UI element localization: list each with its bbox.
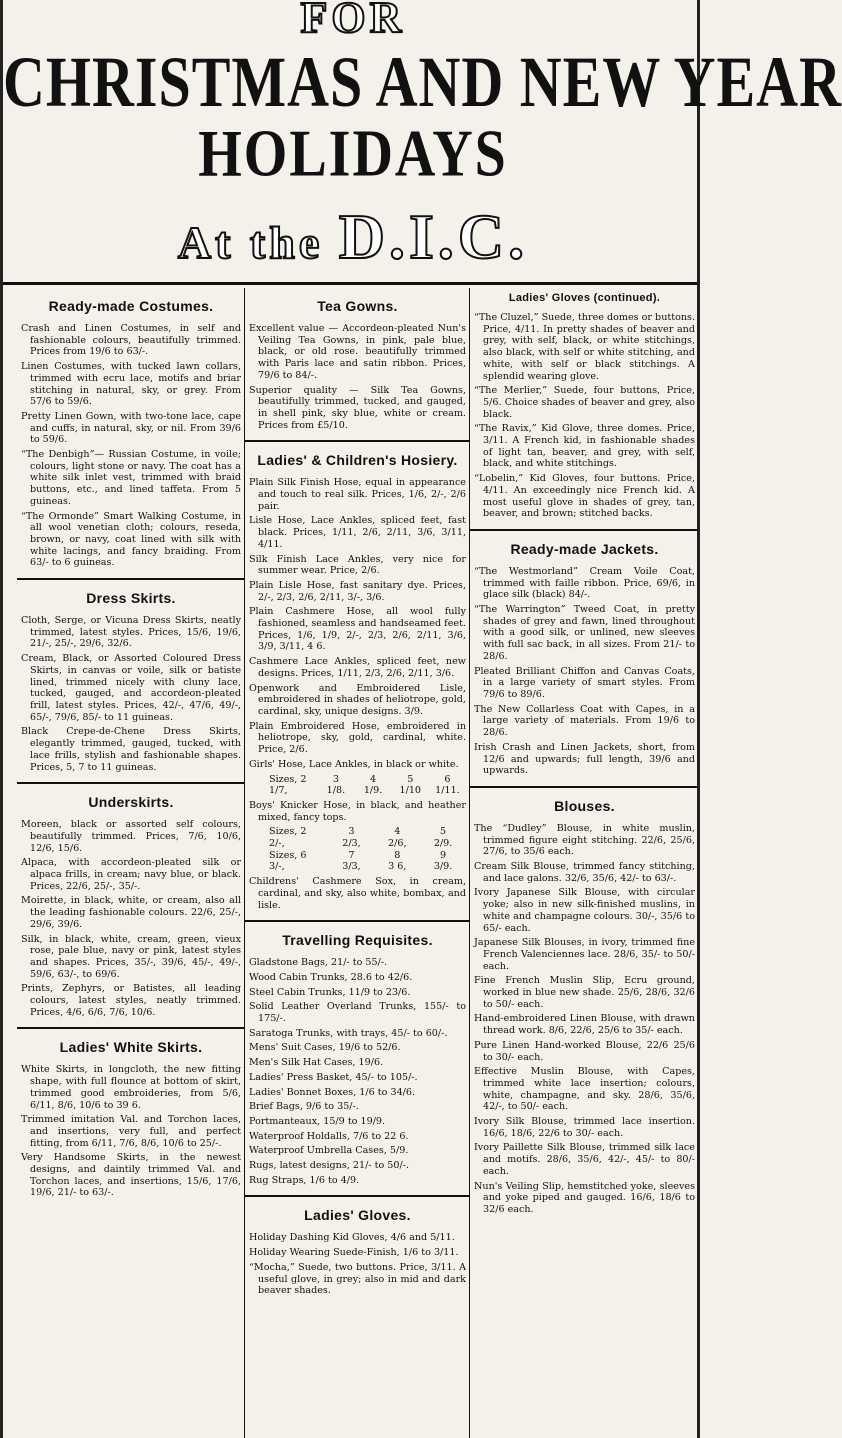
item-entry: Excellent value — Accordeon-pleated Nun's Veiling Tea Gowns, in pink, pale blue, black, or old rose. beautifully trimmed with Paris lace and satin ribbon. Prices, 79/6 to 84/-. (249, 323, 466, 381)
item-entry: “The Ormonde” Smart Walking Costume, in all wool venetian cloth; colours, reseda, brown, or navy, coat lined with silk with white lacings, and fancy braiding. From 63/- to 6 guineas. (21, 510, 241, 569)
item-entry: Solid Leather Overland Trunks, 155/- to 175/-. (249, 1001, 466, 1025)
size-cell: 2/6, (388, 838, 407, 850)
size-row (249, 861, 466, 873)
item-entry: Japanese Silk Blouses, in ivory, trimmed fine French Valenciennes lace. 28/6, 35/- to 50/- each. (474, 937, 695, 972)
size-cell: Sizes, 2 (269, 773, 307, 785)
section-heading: Travelling Requisites. (282, 932, 433, 949)
section-heading: Blouses. (554, 797, 615, 814)
item-entry: “The Cluzel,” Suede, three domes or buttons. Price, 4/11. In pretty shades of beaver and grey, with self, black, or white stitchings, also black, with self or white stitching, and white, with self or black stitchings. A splendid wearing glove. (474, 312, 696, 382)
column-2 (244, 288, 470, 1438)
item-entry: Trimmed imitation Val. and Torchon laces, and insertions, very full, and perfect fitting, from 6/11, 7/6, 8/6, 10/6 to 25/-. (21, 1114, 241, 1149)
item-entry: Fine French Muslin Slip, Ecru ground, worked in blue new shade. 25/6, 28/6, 32/6 to 50/- each. (474, 975, 695, 1010)
item-entry: Crash and Linen Costumes, in self and fashionable colours, beautifully trimmed. Prices from 19/6 to 63/-. (21, 323, 241, 358)
item-entry: Ivory Silk Blouse, trimmed lace insertion. 16/6, 18/6, 22/6 to 30/- each. (474, 1116, 695, 1139)
size-cell: 3 (348, 826, 355, 838)
size-cell: 3 6, (388, 861, 407, 873)
item-entry: Plain Lisle Hose, fast sanitary dye. Prices, 2/-, 2/3, 2/6, 2/11, 3/-, 3/6. (249, 579, 466, 603)
item-entry: Prints, Zephyrs, or Batistes, all leading colours, latest styles, neatly trimmed. Prices, 4/6, 6/6, 7/6, 10/6. (21, 983, 241, 1018)
item-entry: Openwork and Embroidered Lisle, embroidered in shades of heliotrope, gold, cardinal, sky, unique designs. 3/9. (249, 682, 466, 717)
item-entry: Rug Straps, 1/6 to 4/9. (249, 1174, 360, 1186)
item-entry: “The Merlier,” Suede, four buttons, Price, 5/6. Choice shades of beaver and grey, also black. (474, 385, 695, 420)
section (249, 1207, 466, 1297)
item-entry: White Skirts, in longcloth, the new fitting shape, with full flounce at bottom of skirt, trimmed good embroideries, from 5/6, 6/11, 8/6, 10/6 to 39 6. (21, 1064, 241, 1111)
item-entry: Lisle Hose, Lace Ankles, spliced feet, fast black. Prices, 1/11, 2/6, 2/11, 3/6, 3/11, 4/11. (249, 515, 466, 550)
section-divider (245, 920, 470, 922)
item-entry: Mens' Suit Cases, 19/6 to 52/6. (249, 1042, 401, 1054)
item-entry: Cream, Black, or Assorted Coloured Dress Skirts, in canvas or voile, silk or batiste lined, trimmed nicely with cluny lace, tucked, gauged, and accordeon-pleated frill, latest styles. Prices, 42/-, 47/6, 49/-, 65/-, 79/6, 85/- to 11 guineas. (21, 653, 241, 723)
section-heading: Dress Skirts. (86, 590, 176, 607)
item-entry: “The Westmorland” Cream Voile Coat, trimmed with faille ribbon. Price, 69/6, in glace silk (black) 84/-. (474, 565, 695, 601)
section (249, 932, 466, 1197)
section (474, 541, 695, 788)
size-cell: 1/7, (269, 785, 288, 797)
section (474, 292, 695, 531)
item-entry: Irish Crash and Linen Jackets, short, from 12/6 and upwards; full length, 39/6 and upwards. (474, 741, 695, 777)
column-1 (17, 288, 245, 1438)
item-entry: Wood Cabin Trunks, 28.6 to 42/6. (249, 971, 413, 983)
item-entry: The New Collarless Coat with Capes, in a large variety of materials. From 19/6 to 28/6. (474, 703, 695, 739)
masthead-rule (3, 282, 697, 285)
item-entry: “The Denbigh”— Russian Costume, in voile; colours, light stone or navy. The coat has a white silk inlet vest, trimmed with braid buttons, etc., and lined taffeta. From 5 guineas. (21, 449, 241, 507)
masthead-at-the: At the (177, 217, 324, 268)
section-divider (17, 782, 245, 784)
item-entry: Effective Muslin Blouse, with Capes, trimmed white lace insertion; colours, white, champagne, and sky. 28/6, 35/6, 42/-, to 50/- each. (474, 1066, 695, 1113)
item-entry: Very Handsome Skirts, in the newest designs, and daintily trimmed Val. and Torchon laces, and insertions, 15/6, 17/6, 19/6, 21/- to 63/-. (21, 1152, 241, 1199)
section (474, 798, 695, 1216)
item-entry: Nun's Veiling Slip, hemstitched yoke, sleeves and yoke piped and gauged. 16/6, 18/6 to 32/6 each. (474, 1180, 695, 1215)
size-cell: 7 (348, 849, 355, 861)
item-entry: Waterproof Umbrella Cases, 5/9. (249, 1145, 409, 1157)
size-cell: 3 (332, 773, 339, 785)
masthead-for: FOR (300, 0, 406, 42)
size-cell: 3/9. (433, 861, 453, 873)
item-entry: Holiday Dashing Kid Gloves, 4/6 and 5/11. (249, 1232, 455, 1244)
size-row (249, 774, 466, 786)
item-entry: “Mocha,” Suede, two buttons. Price, 3/11. A useful glove, in grey; also in mid and dark beaver shades. (249, 1261, 466, 1297)
item-entry: Ladies' Press Basket, 45/- to 105/-. (249, 1071, 418, 1083)
item-entry: Steel Cabin Trunks, 11/9 to 23/6. (249, 986, 411, 998)
item-entry: Black Crepe-de-Chene Dress Skirts, elegantly trimmed, gauged, tucked, with lace frills, stylish and fashionable shapes. Prices, 5, 7 to 11 guineas. (21, 726, 241, 773)
item-entry: Gladstone Bags, 21/- to 55/-. (249, 957, 388, 969)
item-entry: Pure Linen Hand-worked Blouse, 22/6 25/6 to 30/- each. (474, 1039, 695, 1063)
size-cell: 2/-, (269, 838, 285, 850)
section-heading: Underskirts. (88, 794, 174, 811)
size-cell: Sizes, 6 (269, 849, 307, 861)
item-entry: Hand-embroidered Linen Blouse, with drawn thread work. 8/6, 22/6, 25/6 to 35/- each. (474, 1013, 695, 1037)
item-entry: Pretty Linen Gown, with two-tone lace, cape and cuffs, in natural, sky, or nil. From 39/6 to 59/6. (21, 410, 241, 446)
item-entry: Portmanteaux, 15/9 to 19/9. (249, 1115, 386, 1127)
size-cell: 8 (394, 849, 401, 861)
size-row (249, 850, 466, 862)
item-entry: Silk, in black, white, cream, green, vieux rose, pale blue, navy or pink, latest styles and shapes. Prices, 35/-, 39/6, 45/-, 49/-, 59/6, 63/-, to 69/6. (21, 933, 241, 980)
section (21, 1039, 241, 1199)
item-entry: Saratoga Trunks, with trays, 45/- to 60/-. (249, 1027, 448, 1039)
item-entry: Pleated Brilliant Chiffon and Canvas Coats, in a large variety of smart styles. From 79/6 to 89/6. (474, 665, 695, 700)
item-entry: “Lobelin,” Kid Gloves, four buttons. Price, 4/11. An exceedingly nice French kid. A most useful glove in shades of grey, tan, beaver, and brown; stitched backs. (474, 473, 695, 520)
size-cell: 1/9. (363, 785, 383, 797)
section (21, 298, 241, 580)
item-entry: Plain Cashmere Hose, all wool fully fashioned, seamless and handseamed feet. Prices, 1/6, 1/9, 2/-, 2/3, 2/6, 2/11, 3/6, 3/9, 3/11, 4 6. (249, 606, 466, 653)
item-entry: Rugs, latest designs, 21/- to 50/-. (249, 1160, 410, 1172)
item-entry: Childrens' Cashmere Sox, in cream, cardinal, and sky, also white, bombax, and lisle. (249, 876, 466, 911)
size-cell: 4 (370, 773, 377, 785)
size-cell: 2/3, (342, 838, 361, 850)
section (21, 794, 241, 1029)
size-cell: 3/3, (342, 861, 361, 873)
size-cell: 4 (394, 826, 401, 838)
section-heading: Ladies' & Children's Hosiery. (257, 452, 458, 469)
item-entry: Holiday Wearing Suede-Finish, 1/6 to 3/11. (249, 1247, 459, 1259)
masthead (3, 0, 842, 285)
boys-size-table (249, 826, 466, 873)
size-cell: 1/10 (399, 785, 422, 797)
item-entry: Cream Silk Blouse, trimmed fancy stitching, and lace galons. 32/6, 35/6, 42/- to 63/-. (474, 861, 695, 884)
size-cell: 6 (444, 773, 451, 785)
section-divider (245, 1195, 470, 1197)
section (249, 298, 466, 442)
masthead-christmas: CHRISTMAS AND NEW YEAR (3, 40, 842, 123)
item-entry: Plain Silk Finish Hose, equal in appearance and touch to real silk. Prices, 1/6, 2/-, 2/6 pair. (249, 477, 466, 512)
item-entry: Superior quality — Silk Tea Gowns, beautifully trimmed, tucked, and gauged, in shell pink, sky blue, white or cream. Prices from £5/10. (249, 384, 466, 431)
item-entry: Ivory Paillette Silk Blouse, trimmed silk lace and motifs. 28/6, 35/6, 42/-, 45/- to 80/- each. (474, 1142, 695, 1177)
size-row (249, 785, 466, 797)
item-entry: Brief Bags, 9/6 to 35/-. (249, 1101, 359, 1113)
section-heading: Ladies' Gloves (continued). (508, 292, 661, 304)
size-row (249, 838, 466, 850)
section-heading: Ready-made Jackets. (510, 540, 659, 557)
size-cell: 9 (440, 849, 447, 861)
masthead-dic: D.I.C. (338, 201, 529, 272)
section-heading: Ready-made Costumes. (48, 298, 214, 314)
item-entry: “The Ravix,” Kid Glove, three domes. Price, 3/11. A French kid, in fashionable shades of light tan, beaver, and grey, with self, black, and white stitchings. (474, 423, 695, 470)
item-entry: Men's Silk Hat Cases, 19/6. (249, 1057, 384, 1069)
masthead-at-the-dic (3, 200, 703, 274)
size-cell: 2/9. (433, 838, 453, 850)
item-entry: Cloth, Serge, or Vicuna Dress Skirts, neatly trimmed, latest styles. Prices, 15/6, 19/6, 21/-, 25/-, 29/6, 32/6. (21, 615, 241, 650)
column-3 (469, 288, 699, 1438)
section-heading: Ladies' Gloves. (304, 1207, 411, 1224)
girls-size-table (249, 774, 466, 797)
size-cell: 1/8. (326, 785, 346, 797)
item-entry: Cashmere Lace Ankles, spliced feet, new designs. Prices, 1/11, 2/3, 2/6, 2/11, 3/6. (249, 656, 466, 679)
section-divider (245, 440, 470, 442)
item-entry: Ladies' Bonnet Boxes, 1/6 to 34/6. (249, 1086, 416, 1098)
item-entry: Moirette, in black, white, or cream, also all the leading fashionable colours. 22/6, 25/-, 29/6, 39/6. (21, 895, 241, 930)
item-entry: Alpaca, with accordeon-pleated silk or alpaca frills, in cream; navy blue, or black. Prices, 22/6, 25/-, 35/-. (21, 857, 241, 892)
item-entry: Silk Finish Lace Ankles, very nice for summer wear. Price, 2/6. (249, 553, 466, 577)
section (21, 590, 241, 784)
section (249, 452, 466, 922)
size-cell: Sizes, 2 (269, 826, 307, 838)
section-divider (470, 529, 699, 531)
item-entry: Boys' Knicker Hose, in black, and heather mixed, fancy tops. (249, 799, 466, 823)
item-entry: “The Warrington” Tweed Coat, in pretty shades of grey and fawn, lined throughout with a good silk, or unlined, new sleeves with full sac back, in all sizes. From 21/- to 28/6. (474, 604, 695, 662)
section-divider (17, 578, 245, 580)
item-entry: Linen Costumes, with tucked lawn collars, trimmed with ecru lace, motifs and briar stitching in natural, sky, or grey. From 57/6 to 59/6. (21, 361, 241, 408)
section-heading: Tea Gowns. (317, 298, 398, 314)
item-entry: Plain Embroidered Hose, embroidered in heliotrope, sky, gold, cardinal, white. Price, 2/6. (249, 720, 466, 756)
section-divider (470, 786, 699, 788)
item-entry: Girls' Hose, Lace Ankles, in black or white. (249, 758, 459, 770)
item-entry: Moreen, black or assorted self colours, beautifully trimmed. Prices, 7/6, 10/6, 12/6, 15/6. (21, 819, 241, 854)
size-cell: 3/-, (269, 861, 285, 873)
item-entry: Ivory Japanese Silk Blouse, with circular yoke; also in new silk-finished muslins, in white and champagne colours. 30/-, 35/6 to 65/- each. (474, 887, 695, 934)
size-cell: 5 (440, 826, 447, 838)
size-row (249, 826, 466, 838)
size-cell: 1/11. (435, 785, 460, 797)
item-entry: Waterproof Holdalls, 7/6 to 22 6. (249, 1130, 409, 1142)
item-entry: The “Dudley” Blouse, in white muslin, trimmed figure eight stitching. 22/6, 25/6, 27/6, to 35/6 each. (474, 822, 695, 858)
masthead-holidays: HOLIDAYS (198, 116, 508, 192)
section-divider (17, 1027, 245, 1029)
size-cell: 5 (407, 773, 414, 785)
section-heading: Ladies' White Skirts. (59, 1039, 203, 1056)
